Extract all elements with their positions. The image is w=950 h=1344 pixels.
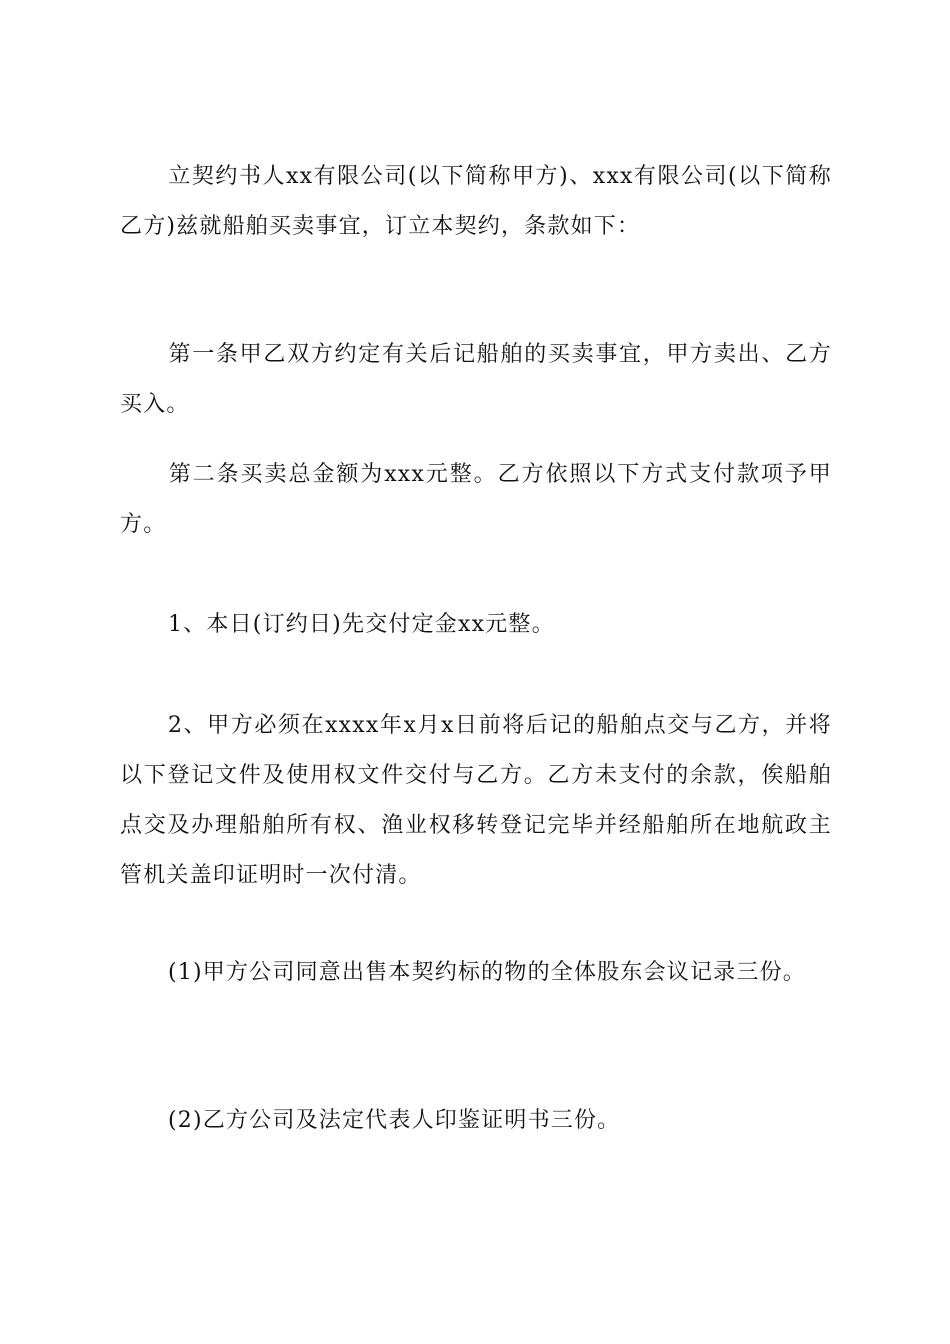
paragraph-item-2 [120,701,832,901]
paragraph-item-1-text: 1、本日(订约日)先交付定金xx元整。 [168,612,555,637]
paragraph-article-2-text: 第二条买卖总金额为xxx元整。乙方依照以下方式支付款项予甲方。 [120,462,832,537]
paragraph-sub-item-1-text: (1)甲方公司同意出售本契约标的物的全体股东会议记录三份。 [168,960,806,985]
paragraph-parties [120,152,832,252]
paragraph-sub-item-1 [168,948,832,998]
paragraph-sub-item-2-text: (2)乙方公司及法定代表人印鉴证明书三份。 [168,1108,621,1133]
paragraph-sub-item-2 [168,1096,832,1146]
paragraph-article-1-text: 第一条甲乙双方约定有关后记船舶的买卖事宜，甲方卖出、乙方买入。 [120,342,832,417]
paragraph-item-1 [120,600,832,650]
paragraph-article-2 [120,450,832,550]
paragraph-parties-text: 立契约书人xx有限公司(以下简称甲方)、xxx有限公司(以下简称乙方)兹就船舶买卖事宜，订立本契约，条款如下： [120,164,832,239]
paragraph-item-2-text: 2、甲方必须在xxxx年x月x日前将后记的船舶点交与乙方，并将以下登记文件及使用权文件交付与乙方。乙方未支付的余款，俟船舶点交及办理船舶所有权、渔业权移转登记完毕并经船舶所在地航政主管机关盖印证明时一次付清。 [120,713,832,888]
paragraph-article-1 [120,330,832,430]
